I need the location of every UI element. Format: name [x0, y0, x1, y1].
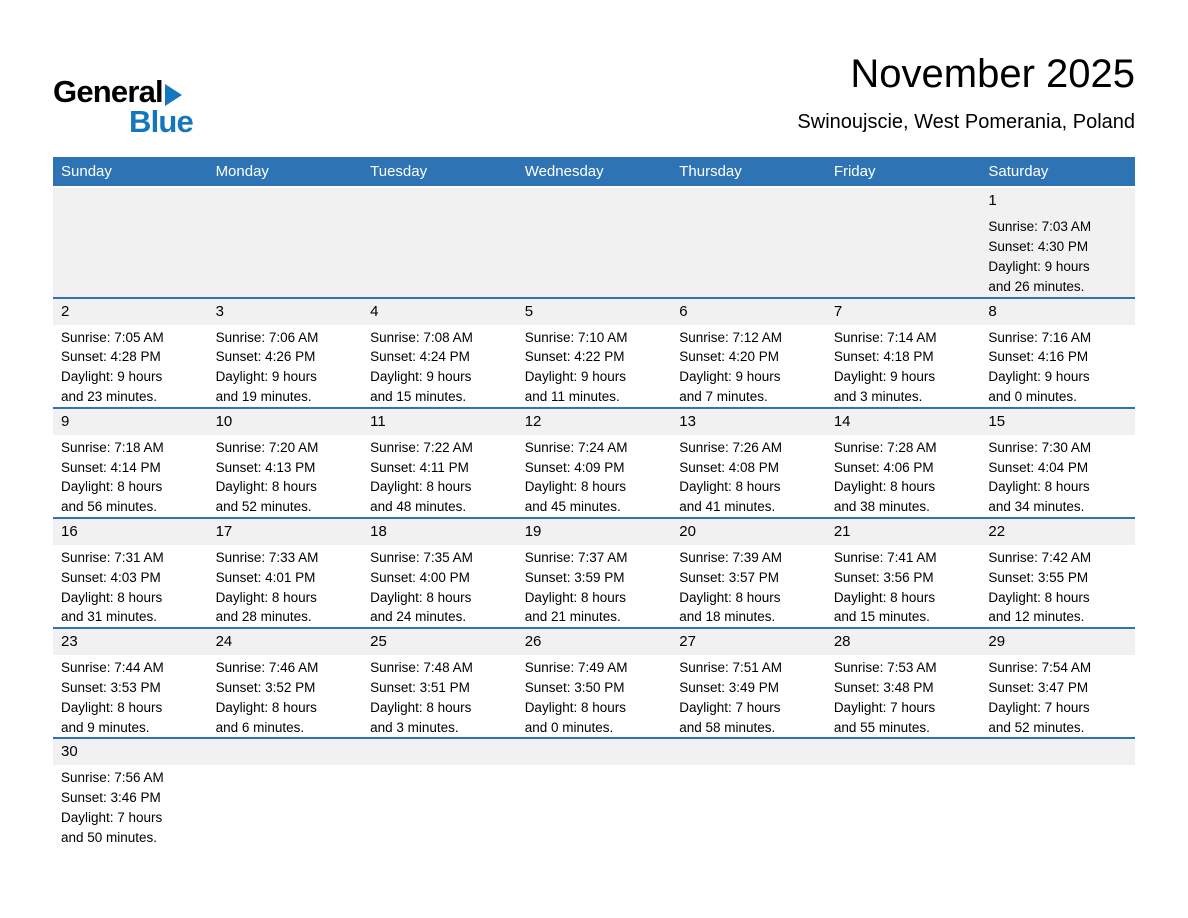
day-number: 4: [362, 299, 517, 325]
day-details: [208, 325, 363, 407]
day-cell-7: [826, 298, 981, 408]
day-number-empty: [362, 739, 517, 765]
daylight-text-line1: Daylight: 8 hours: [524, 589, 626, 605]
day-details: [53, 325, 208, 407]
day-details: [980, 545, 1135, 627]
sunrise-text: Sunrise: 7:10 AM: [524, 329, 628, 345]
day-details: [826, 435, 981, 517]
week-row-2: [53, 298, 1135, 408]
day-cell-1: [980, 187, 1135, 297]
day-cell-8: [980, 298, 1135, 408]
sunrise-text: Sunrise: 7:54 AM: [988, 660, 1092, 676]
day-number: 25: [362, 629, 517, 655]
day-number: 15: [980, 409, 1135, 435]
day-details: [517, 325, 672, 407]
week-row-4: [53, 518, 1135, 628]
sunset-text: Sunset: 4:24 PM: [370, 349, 470, 365]
sunrise-text: Sunrise: 7:28 AM: [833, 439, 937, 455]
day-cell-4: [362, 298, 517, 408]
daylight-text-line1: Daylight: 9 hours: [524, 369, 626, 385]
daylight-text-line2: and 23 minutes.: [61, 389, 158, 405]
empty-day-cell: [826, 738, 981, 847]
daylight-text-line2: and 3 minutes.: [833, 389, 923, 405]
weekday-header-thursday: Thursday: [671, 157, 826, 187]
calendar-head: [53, 157, 1135, 187]
daylight-text-line2: and 50 minutes.: [61, 829, 158, 845]
daylight-text-line1: Daylight: 9 hours: [988, 369, 1090, 385]
sunset-text: Sunset: 4:28 PM: [61, 349, 161, 365]
calendar-table: [53, 157, 1135, 847]
sunset-text: Sunset: 4:30 PM: [988, 239, 1089, 255]
day-number: 5: [517, 299, 672, 325]
sunset-text: Sunset: 4:04 PM: [988, 459, 1089, 475]
daylight-text-line1: Daylight: 7 hours: [679, 699, 781, 715]
sunrise-text: Sunrise: 7:46 AM: [215, 660, 319, 676]
day-details: [671, 545, 826, 627]
daylight-text-line2: and 18 minutes.: [679, 609, 776, 625]
day-number: 13: [671, 409, 826, 435]
logo-text-blue: Blue: [129, 104, 193, 139]
sunrise-text: Sunrise: 7:53 AM: [833, 660, 937, 676]
sunset-text: Sunset: 3:56 PM: [833, 569, 934, 585]
week-row-5: [53, 628, 1135, 738]
page-subtitle: Swinoujscie, West Pomerania, Poland: [797, 111, 1135, 133]
calendar-body: [53, 187, 1135, 847]
daylight-text-line1: Daylight: 9 hours: [215, 369, 317, 385]
day-number: 27: [671, 629, 826, 655]
day-details: [671, 655, 826, 737]
sunset-text: Sunset: 4:14 PM: [61, 459, 161, 475]
empty-day-cell: [362, 187, 517, 297]
day-number-empty: [826, 739, 981, 765]
daylight-text-line2: and 11 minutes.: [524, 389, 620, 405]
day-cell-29: [980, 628, 1135, 738]
daylight-text-line2: and 52 minutes.: [988, 719, 1085, 735]
day-number: 17: [208, 519, 363, 545]
weekday-header-tuesday: Tuesday: [362, 157, 517, 187]
daylight-text-line2: and 15 minutes.: [833, 609, 930, 625]
day-details: [517, 545, 672, 627]
daylight-text-line2: and 21 minutes.: [524, 609, 621, 625]
sunset-text: Sunset: 3:48 PM: [833, 679, 934, 695]
sunset-text: Sunset: 4:22 PM: [524, 349, 625, 365]
sunrise-text: Sunrise: 7:42 AM: [988, 550, 1092, 565]
week-row-6: [53, 738, 1135, 847]
day-details: [826, 325, 981, 407]
sunrise-text: Sunrise: 7:12 AM: [679, 329, 783, 345]
daylight-text-line1: Daylight: 8 hours: [215, 589, 317, 605]
day-number-empty: [362, 188, 517, 214]
day-details: [53, 655, 208, 737]
day-details: [980, 435, 1135, 517]
daylight-text-line1: Daylight: 9 hours: [833, 369, 936, 385]
empty-day-cell: [671, 738, 826, 847]
day-cell-20: [671, 518, 826, 628]
day-number: 20: [671, 519, 826, 545]
daylight-text-line2: and 9 minutes.: [61, 719, 150, 735]
sunrise-text: Sunrise: 7:20 AM: [215, 439, 319, 455]
day-cell-5: [517, 298, 672, 408]
daylight-text-line1: Daylight: 8 hours: [370, 479, 472, 495]
day-number: 18: [362, 519, 517, 545]
sunrise-text: Sunrise: 7:30 AM: [988, 439, 1092, 455]
day-cell-24: [208, 628, 363, 738]
day-cell-19: [517, 518, 672, 628]
sunrise-text: Sunrise: 7:35 AM: [370, 550, 473, 565]
day-details: [53, 545, 208, 627]
sunrise-text: Sunrise: 7:26 AM: [679, 439, 783, 455]
day-cell-26: [517, 628, 672, 738]
daylight-text-line2: and 15 minutes.: [370, 389, 467, 405]
sunrise-text: Sunrise: 7:37 AM: [524, 550, 628, 565]
daylight-text-line2: and 0 minutes.: [988, 389, 1077, 405]
day-details: [208, 655, 363, 737]
day-number: 29: [980, 629, 1135, 655]
daylight-text-line2: and 55 minutes.: [833, 719, 930, 735]
sunset-text: Sunset: 4:18 PM: [833, 349, 934, 365]
empty-day-cell: [517, 187, 672, 297]
daylight-text-line2: and 48 minutes.: [370, 499, 467, 515]
daylight-text-line1: Daylight: 8 hours: [679, 589, 781, 605]
daylight-text-line2: and 28 minutes.: [215, 609, 312, 625]
day-cell-9: [53, 408, 208, 518]
day-details: [980, 655, 1135, 737]
daylight-text-line2: and 24 minutes.: [370, 609, 467, 625]
day-number: 16: [53, 519, 208, 545]
logo-triangle-icon: [165, 84, 182, 106]
logo-text-general: General: [53, 74, 163, 109]
empty-day-cell: [362, 738, 517, 847]
sunset-text: Sunset: 3:51 PM: [370, 679, 470, 695]
day-cell-10: [208, 408, 363, 518]
daylight-text-line1: Daylight: 8 hours: [524, 699, 626, 715]
day-details: [362, 435, 517, 517]
daylight-text-line2: and 19 minutes.: [215, 389, 312, 405]
sunrise-text: Sunrise: 7:22 AM: [370, 439, 473, 455]
day-number: 28: [826, 629, 981, 655]
day-details: [671, 325, 826, 407]
empty-day-cell: [826, 187, 981, 297]
day-number-empty: [53, 188, 208, 214]
day-cell-12: [517, 408, 672, 518]
daylight-text-line1: Daylight: 8 hours: [833, 479, 936, 495]
sunset-text: Sunset: 3:50 PM: [524, 679, 625, 695]
title-block: [797, 52, 1135, 133]
sunset-text: Sunset: 4:20 PM: [679, 349, 780, 365]
day-number: 22: [980, 519, 1135, 545]
day-number: 11: [362, 409, 517, 435]
daylight-text-line2: and 26 minutes.: [988, 278, 1085, 294]
daylight-text-line1: Daylight: 8 hours: [370, 589, 472, 605]
general-blue-logo: [53, 52, 193, 139]
empty-day-cell: [208, 187, 363, 297]
day-number-empty: [208, 188, 363, 214]
logo-row: [53, 76, 193, 107]
daylight-text-line1: Daylight: 8 hours: [215, 699, 317, 715]
day-number: 9: [53, 409, 208, 435]
sunset-text: Sunset: 3:46 PM: [61, 790, 161, 806]
sunset-text: Sunset: 4:16 PM: [988, 349, 1089, 365]
day-number: 21: [826, 519, 981, 545]
daylight-text-line1: Daylight: 8 hours: [215, 479, 317, 495]
day-details: [826, 655, 981, 737]
day-cell-18: [362, 518, 517, 628]
daylight-text-line1: Daylight: 9 hours: [988, 259, 1090, 275]
day-details: [517, 435, 672, 517]
day-number-empty: [826, 188, 981, 214]
day-cell-28: [826, 628, 981, 738]
day-details: [980, 325, 1135, 407]
daylight-text-line1: Daylight: 8 hours: [679, 479, 781, 495]
daylight-text-line1: Daylight: 7 hours: [61, 809, 163, 825]
day-number: 24: [208, 629, 363, 655]
weekday-header-friday: Friday: [826, 157, 981, 187]
day-cell-15: [980, 408, 1135, 518]
daylight-text-line1: Daylight: 8 hours: [524, 479, 626, 495]
daylight-text-line2: and 7 minutes.: [679, 389, 768, 405]
day-number: 23: [53, 629, 208, 655]
sunrise-text: Sunrise: 7:39 AM: [679, 550, 783, 565]
daylight-text-line2: and 58 minutes.: [679, 719, 776, 735]
daylight-text-line1: Daylight: 9 hours: [370, 369, 472, 385]
sunset-text: Sunset: 4:03 PM: [61, 569, 161, 585]
daylight-text-line1: Daylight: 8 hours: [61, 589, 163, 605]
sunrise-text: Sunrise: 7:31 AM: [61, 550, 164, 565]
sunrise-text: Sunrise: 7:18 AM: [61, 439, 164, 455]
sunset-text: Sunset: 3:52 PM: [215, 679, 316, 695]
day-cell-27: [671, 628, 826, 738]
day-number-empty: [517, 739, 672, 765]
daylight-text-line1: Daylight: 8 hours: [988, 589, 1090, 605]
page-header: [53, 0, 1135, 139]
day-number: 12: [517, 409, 672, 435]
day-number: 1: [988, 192, 997, 210]
sunrise-text: Sunrise: 7:41 AM: [833, 550, 937, 565]
weekday-header-wednesday: Wednesday: [517, 157, 672, 187]
day-cell-30: [53, 738, 208, 847]
daylight-text-line1: Daylight: 8 hours: [61, 479, 163, 495]
sunset-text: Sunset: 4:06 PM: [833, 459, 934, 475]
daylight-text-line2: and 6 minutes.: [215, 719, 305, 735]
day-cell-11: [362, 408, 517, 518]
day-number-empty: [980, 739, 1135, 765]
empty-day-cell: [517, 738, 672, 847]
sunrise-text: Sunrise: 7:48 AM: [370, 660, 473, 676]
sunrise-text: Sunrise: 7:33 AM: [215, 550, 319, 565]
weekday-header-saturday: Saturday: [980, 157, 1135, 187]
empty-day-cell: [208, 738, 363, 847]
day-number: 6: [671, 299, 826, 325]
day-number: 2: [53, 299, 208, 325]
day-details: [208, 545, 363, 627]
daylight-text-line1: Daylight: 8 hours: [370, 699, 472, 715]
day-number: 30: [53, 739, 208, 765]
sunrise-text: Sunrise: 7:16 AM: [988, 329, 1092, 345]
sunset-text: Sunset: 4:08 PM: [679, 459, 780, 475]
day-cell-25: [362, 628, 517, 738]
sunrise-text: Sunrise: 7:14 AM: [833, 329, 937, 345]
sunrise-text: Sunrise: 7:44 AM: [61, 660, 164, 676]
day-cell-2: [53, 298, 208, 408]
daylight-text-line1: Daylight: 7 hours: [833, 699, 936, 715]
day-details: [362, 655, 517, 737]
day-details: [517, 655, 672, 737]
day-details: [362, 325, 517, 407]
day-cell-13: [671, 408, 826, 518]
weekday-header-monday: Monday: [208, 157, 363, 187]
day-number: 19: [517, 519, 672, 545]
daylight-text-line1: Daylight: 9 hours: [61, 369, 163, 385]
sunrise-text: Sunrise: 7:03 AM: [988, 219, 1092, 235]
sunset-text: Sunset: 4:09 PM: [524, 459, 625, 475]
day-number: 10: [208, 409, 363, 435]
daylight-text-line2: and 31 minutes.: [61, 609, 158, 625]
sunrise-text: Sunrise: 7:06 AM: [215, 329, 319, 345]
sunrise-text: Sunrise: 7:51 AM: [679, 660, 783, 676]
sunset-text: Sunset: 4:13 PM: [215, 459, 316, 475]
sunrise-text: Sunrise: 7:24 AM: [524, 439, 628, 455]
day-number-empty: [671, 739, 826, 765]
week-row-1: [53, 187, 1135, 297]
day-details: [980, 214, 1135, 296]
daylight-text-line2: and 41 minutes.: [679, 499, 776, 515]
day-number: 26: [517, 629, 672, 655]
daylight-text-line2: and 56 minutes.: [61, 499, 158, 515]
day-number: 14: [826, 409, 981, 435]
day-details: [362, 545, 517, 627]
daylight-text-line1: Daylight: 8 hours: [833, 589, 936, 605]
daylight-text-line2: and 0 minutes.: [524, 719, 614, 735]
daylight-text-line2: and 38 minutes.: [833, 499, 930, 515]
daylight-text-line1: Daylight: 8 hours: [988, 479, 1090, 495]
day-number: 8: [980, 299, 1135, 325]
sunset-text: Sunset: 4:26 PM: [215, 349, 316, 365]
day-cell-14: [826, 408, 981, 518]
empty-day-cell: [671, 187, 826, 297]
weekday-header-row: [53, 157, 1135, 187]
sunset-text: Sunset: 3:49 PM: [679, 679, 780, 695]
empty-day-cell: [53, 187, 208, 297]
day-cell-6: [671, 298, 826, 408]
sunset-text: Sunset: 3:59 PM: [524, 569, 625, 585]
sunset-text: Sunset: 3:57 PM: [679, 569, 780, 585]
sunrise-text: Sunrise: 7:49 AM: [524, 660, 628, 676]
day-cell-21: [826, 518, 981, 628]
day-cell-16: [53, 518, 208, 628]
day-details: [826, 545, 981, 627]
day-details: [53, 765, 208, 847]
day-details: [53, 435, 208, 517]
sunset-text: Sunset: 3:53 PM: [61, 679, 161, 695]
day-number: 7: [826, 299, 981, 325]
daylight-text-line2: and 34 minutes.: [988, 499, 1085, 515]
sunrise-text: Sunrise: 7:08 AM: [370, 329, 473, 345]
sunset-text: Sunset: 3:47 PM: [988, 679, 1089, 695]
day-details: [208, 435, 363, 517]
weekday-header-sunday: Sunday: [53, 157, 208, 187]
daylight-text-line1: Daylight: 8 hours: [61, 699, 163, 715]
sunset-text: Sunset: 4:00 PM: [370, 569, 470, 585]
day-cell-17: [208, 518, 363, 628]
empty-day-cell: [980, 738, 1135, 847]
daylight-text-line2: and 3 minutes.: [370, 719, 459, 735]
sunset-text: Sunset: 4:11 PM: [370, 459, 469, 475]
sunset-text: Sunset: 4:01 PM: [215, 569, 316, 585]
daylight-text-line2: and 12 minutes.: [988, 609, 1085, 625]
day-details: [671, 435, 826, 517]
day-cell-3: [208, 298, 363, 408]
day-number: 3: [208, 299, 363, 325]
daylight-text-line2: and 52 minutes.: [215, 499, 312, 515]
week-row-3: [53, 408, 1135, 518]
day-number-empty: [208, 739, 363, 765]
day-cell-22: [980, 518, 1135, 628]
page-title: November 2025: [850, 52, 1135, 96]
day-number-empty: [517, 188, 672, 214]
day-cell-23: [53, 628, 208, 738]
sunrise-text: Sunrise: 7:56 AM: [61, 770, 164, 786]
sunset-text: Sunset: 3:55 PM: [988, 569, 1089, 585]
daylight-text-line1: Daylight: 7 hours: [988, 699, 1090, 715]
daylight-text-line2: and 45 minutes.: [524, 499, 621, 515]
day-number-empty: [671, 188, 826, 214]
sunrise-text: Sunrise: 7:05 AM: [61, 329, 164, 345]
daylight-text-line1: Daylight: 9 hours: [679, 369, 781, 385]
